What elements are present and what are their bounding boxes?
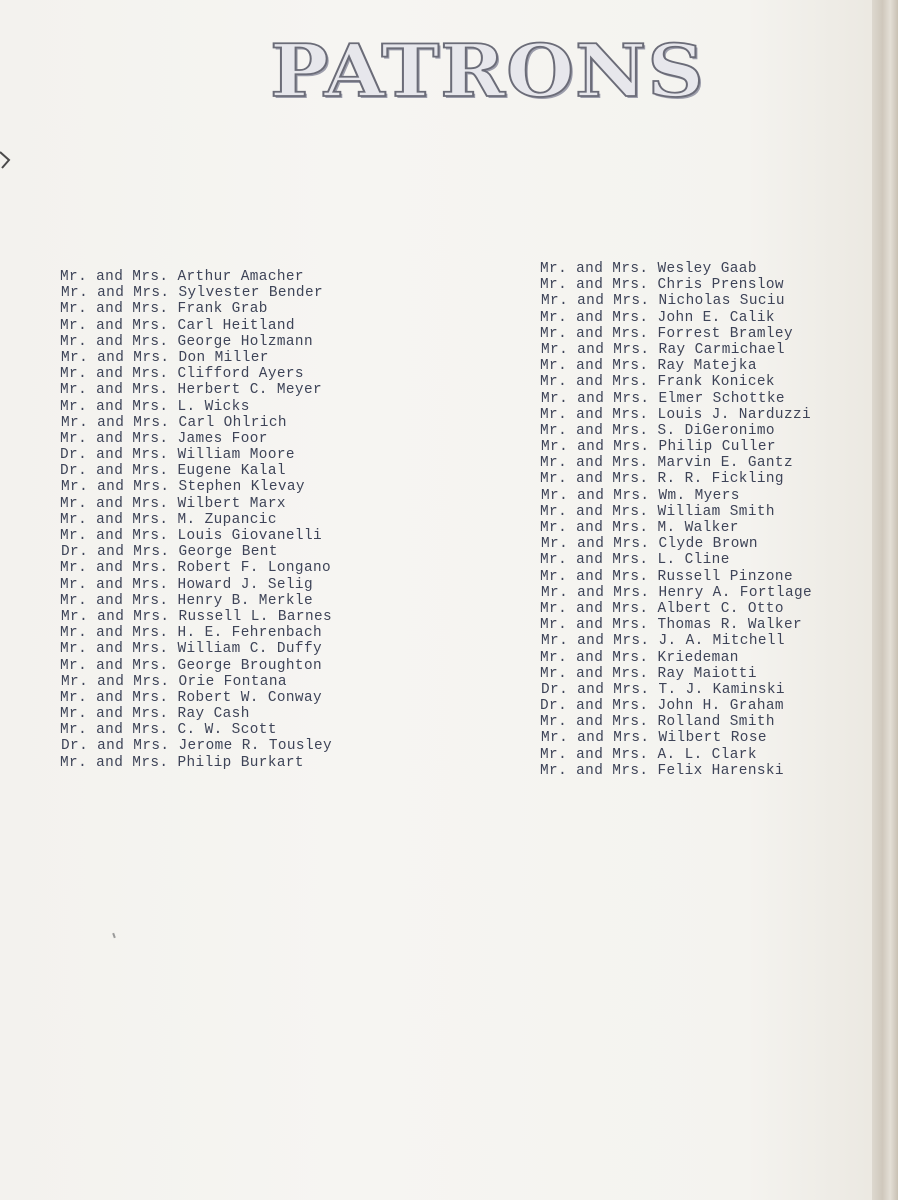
patron-entry: Mr. and Mrs. M. Zupancic <box>60 511 277 528</box>
patron-entry: Mr. and Mrs. Louis Giovanelli <box>60 528 323 544</box>
patron-entry: Mr. and Mrs. Clyde Brown <box>541 536 758 553</box>
patron-entry: Mr. and Mrs. Nicholas Suciu <box>541 293 785 310</box>
patron-list-right <box>540 261 812 779</box>
patron-entry: Mr. and Mrs. Wesley Gaab <box>540 261 757 277</box>
patron-entry: Mr. and Mrs. George Holzmann <box>60 333 314 350</box>
page-edge <box>872 0 898 1200</box>
patron-entry: Mr. and Mrs. Ray Matejka <box>540 358 757 375</box>
patron-entry: Mr. and Mrs. Don Miller <box>61 349 269 366</box>
patron-entry: Mr. and Mrs. Stephen Klevay <box>61 479 305 496</box>
patron-entry: Mr. and Mrs. Howard J. Selig <box>60 576 314 593</box>
patron-entry: Mr. and Mrs. Albert C. Otto <box>540 600 784 617</box>
patron-entry: Dr. and Mrs. Eugene Kalal <box>60 463 286 480</box>
patron-entry: Mr. and Mrs. Robert W. Conway <box>60 689 323 706</box>
patron-entry: Mr. and Mrs. Robert F. Longano <box>60 560 332 577</box>
page-title: PATRONS <box>270 29 705 114</box>
patron-entry: Mr. and Mrs. Wilbert Marx <box>60 495 286 512</box>
patron-entry: Mr. and Mrs. Henry B. Merkle <box>60 592 314 609</box>
patron-entry: Mr. and Mrs. Marvin E. Gantz <box>540 455 794 472</box>
patron-entry: Mr. and Mrs. Carl Ohlrich <box>61 414 287 431</box>
patron-entry: Mr. and Mrs. Carl Heitland <box>60 317 295 334</box>
patron-entry: Mr. and Mrs. Sylvester Bender <box>61 285 324 302</box>
patron-entry: Mr. and Mrs. Philip Burkart <box>60 754 304 771</box>
patron-entry: Mr. and Mrs. Henry A. Fortlage <box>541 584 813 601</box>
patron-entry: Mr. and Mrs. Russell L. Barnes <box>61 608 333 625</box>
patron-entry: Mr. and Mrs. Philip Culler <box>541 439 776 456</box>
patron-entry: Mr. and Mrs. L. Cline <box>540 552 730 569</box>
patron-entry: Mr. and Mrs. William C. Duffy <box>60 641 323 658</box>
patron-entry: Mr. and Mrs. S. DiGeronimo <box>540 422 775 439</box>
patron-entry: Dr. and Mrs. Jerome R. Tousley <box>61 738 333 755</box>
patron-entry: Mr. and Mrs. Wilbert Rose <box>541 730 767 747</box>
patron-entry: Mr. and Mrs. Louis J. Narduzzi <box>540 406 812 423</box>
patron-entry: Mr. and Mrs. Orie Fontana <box>61 673 287 690</box>
patron-entry: Mr. and Mrs. Thomas R. Walker <box>540 617 803 634</box>
patron-entry: Mr. and Mrs. L. Wicks <box>60 398 250 415</box>
paper-speck <box>112 933 116 938</box>
patron-entry: Mr. and Mrs. J. A. Mitchell <box>541 633 785 650</box>
patron-entry: Mr. and Mrs. Elmer Schottke <box>541 390 785 407</box>
patron-entry: Mr. and Mrs. Clifford Ayers <box>60 366 304 383</box>
patron-entry: Mr. and Mrs. John E. Calik <box>540 309 775 326</box>
patron-entry: Mr. and Mrs. Rolland Smith <box>540 714 775 731</box>
patron-entry: Mr. and Mrs. Forrest Bramley <box>540 325 794 342</box>
patron-entry: Mr. and Mrs. Russell Pinzone <box>540 568 794 585</box>
patron-list-left <box>60 269 332 771</box>
patron-entry: Dr. and Mrs. George Bent <box>61 544 278 561</box>
patron-entry: Dr. and Mrs. William Moore <box>60 447 295 464</box>
patron-entry: Mr. and Mrs. Ray Maiotti <box>540 665 757 682</box>
patron-entry: Mr. and Mrs. H. E. Fehrenbach <box>60 625 323 642</box>
patron-entry: Dr. and Mrs. John H. Graham <box>540 698 784 715</box>
patron-entry: Mr. and Mrs. Herbert C. Meyer <box>60 382 323 399</box>
patron-entry: Mr. and Mrs. Ray Carmichael <box>541 341 785 358</box>
patron-entry: Mr. and Mrs. M. Walker <box>540 520 739 536</box>
patron-entry: Mr. and Mrs. Frank Konicek <box>540 374 775 391</box>
patron-entry: Mr. and Mrs. George Broughton <box>60 657 323 674</box>
patron-entry: Mr. and Mrs. James Foor <box>60 430 268 447</box>
patron-entry: Mr. and Mrs. R. R. Fickling <box>540 471 784 488</box>
patron-entry: Mr. and Mrs. Chris Prenslow <box>540 277 784 294</box>
patron-entry: Mr. and Mrs. Felix Harenski <box>540 762 784 779</box>
patron-entry: Mr. and Mrs. A. L. Clark <box>540 746 757 763</box>
patron-entry: Mr. and Mrs. Kriedeman <box>540 649 739 666</box>
binding-staple-icon <box>0 150 14 174</box>
patron-entry: Mr. and Mrs. Arthur Amacher <box>60 269 304 285</box>
patron-entry: Mr. and Mrs. C. W. Scott <box>60 722 277 739</box>
patron-entry: Mr. and Mrs. Ray Cash <box>60 706 250 723</box>
patron-entry: Dr. and Mrs. T. J. Kaminski <box>541 681 785 698</box>
patron-entry: Mr. and Mrs. Wm. Myers <box>541 487 740 504</box>
patron-entry: Mr. and Mrs. William Smith <box>540 503 775 520</box>
patron-entry: Mr. and Mrs. Frank Grab <box>60 301 268 318</box>
